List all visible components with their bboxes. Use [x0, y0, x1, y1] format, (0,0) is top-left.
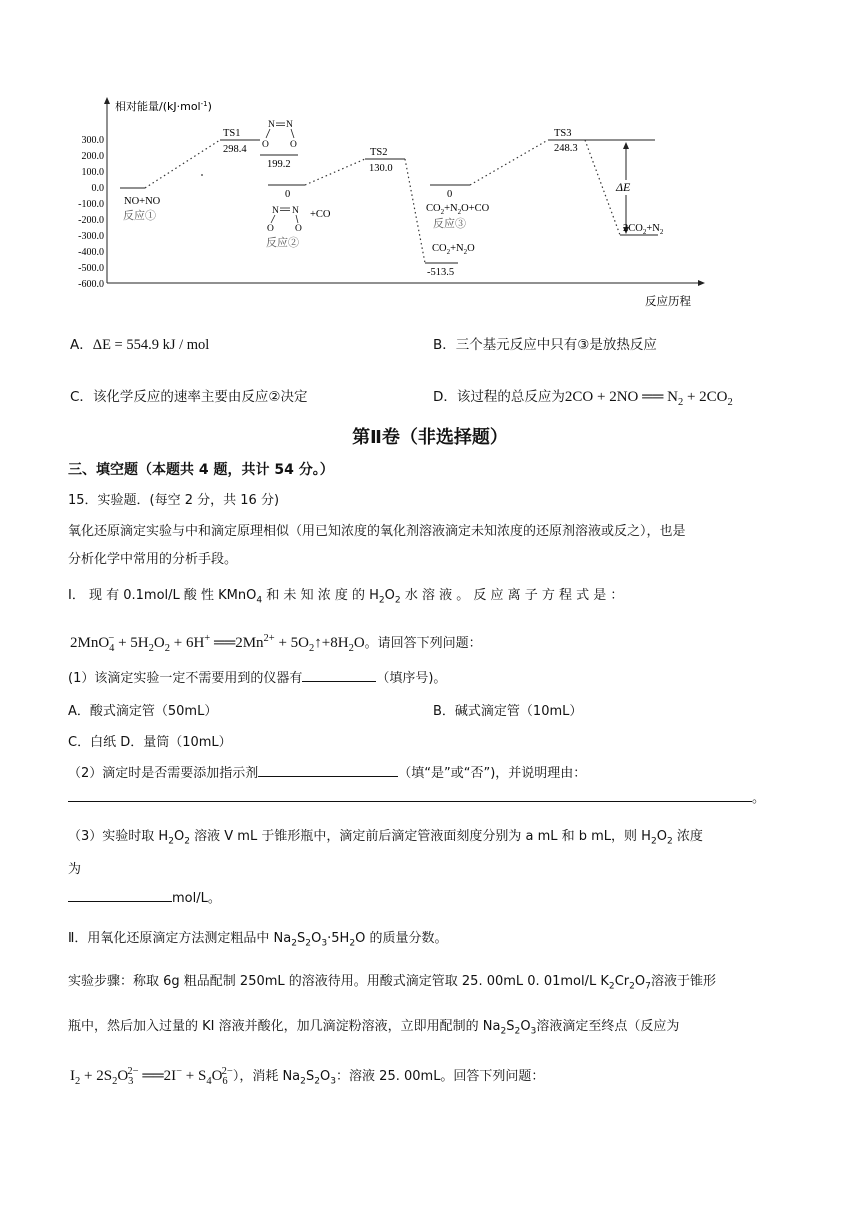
equation-2: $I_2 + 2S_2O_3^{2-}$ ══2I− + $S_4O_6^{2-}$），消耗 $Na_2S_2O_3$：溶液 25. 00mL。回答下列问题：: [70, 1066, 545, 1087]
energy-levels: [120, 140, 658, 263]
y-axis-arrow: [104, 97, 110, 104]
option-d[interactable]: [433, 385, 733, 408]
y-tick: 0.0: [91, 183, 104, 194]
option-a-text: ΔE = 554.9 kJ / mol: [92, 337, 210, 353]
option-a[interactable]: [70, 333, 209, 354]
x-axis-arrow: [698, 280, 705, 286]
low-value: -513.5: [427, 267, 455, 278]
reaction-2-label: 反应②: [266, 237, 299, 249]
reaction-1-label: 反应①: [123, 210, 156, 222]
path-segment: [405, 159, 425, 263]
question-1-option-a: A．酸式滴定管（50mL）: [68, 704, 218, 719]
x-axis-label: 反应历程: [645, 294, 691, 308]
ts2-value: 130.0: [369, 163, 393, 174]
y-tick: -300.0: [78, 231, 104, 242]
delta-e-arrowhead-up: [623, 142, 629, 149]
ring-o-left: O: [262, 140, 269, 150]
stray-dot: [201, 174, 203, 176]
option-b-text: 三个基元反应中只有③是放热反应: [455, 337, 657, 353]
energy-profile-figure: [60, 95, 740, 315]
q15-header: 15．实验题．(每空 2 分，共 16 分): [68, 493, 280, 508]
int1-value: 199.2: [267, 159, 291, 170]
y-tick-labels: [78, 135, 104, 290]
final-species-label: $2CO_2+N_2$: [623, 223, 664, 236]
y-tick: -100.0: [78, 199, 104, 210]
ring-n-left: N: [272, 206, 279, 216]
part1-statement: Ⅰ． 现 有 0.1mol/L 酸 性 KMnO$_4$ 和 未 知 浓 度 的 $H_2O_2$ 水 溶 液 。 反 应 离 子 方 程 式 是 ：: [68, 588, 624, 606]
step3-species-label: $CO_2+N_2O+CO$: [426, 203, 490, 216]
y-tick: -600.0: [78, 279, 104, 290]
int0-value: 0: [285, 189, 291, 200]
ring-o-left: O: [267, 224, 274, 234]
option-c-label: C．: [70, 389, 93, 405]
ts1-label: TS1: [223, 128, 241, 139]
option-c-text: 该化学反应的速率主要由反应②决定: [92, 389, 308, 405]
question-2: （2）滴定时是否需要添加指示剂 （填“是”或“否”)，并说明理由：: [68, 766, 587, 781]
path-segment: [145, 140, 220, 188]
question-1: (1）该滴定实验一定不需要用到的仪器有 （填序号)。: [68, 671, 447, 686]
q15-intro-line1: 氧化还原滴定实验与中和滴定原理相似（用已知浓度的氧化剂溶液滴定未知浓度的还原剂溶液或反之），也是: [68, 524, 686, 539]
path-segment: [585, 140, 620, 235]
ring-o-right: O: [295, 224, 302, 234]
plus-co-label: +CO: [310, 209, 331, 220]
procedure-line1: 实验步骤：称取 6g 粗品配制 250mL 的溶液待用。用酸式滴定管取 25. 00mL 0. 01mol/L $K_2Cr_2O_7$溶液于锥形: [68, 974, 716, 992]
option-c[interactable]: [70, 385, 308, 405]
option-d-label: D．: [433, 389, 457, 405]
option-d-text: 该过程的总反应为: [456, 389, 565, 405]
option-b[interactable]: [433, 333, 657, 353]
path-segment: [305, 159, 365, 185]
y-tick: -400.0: [78, 247, 104, 258]
ring-n-right: N: [286, 120, 293, 130]
delta-e-label: ΔE: [616, 180, 631, 194]
option-d-equation: 2CO + 2NO ══ $N_2 + 2CO_2$: [564, 389, 733, 408]
y-tick: 200.0: [81, 151, 104, 162]
y-tick: 300.0: [81, 135, 104, 146]
answer-blank-1[interactable]: [302, 681, 376, 682]
energy-diagram-svg: [60, 95, 740, 315]
ring-bond: [291, 129, 294, 138]
y-tick: 100.0: [81, 167, 104, 178]
option-a-label: A．: [70, 337, 93, 353]
equation-1: $2MnO_4^- + 5H_2O_2 + 6H^+$ $══2Mn^{2+}$ + $5O_2↑+8H_2O$。请回答下列问题：: [70, 633, 482, 654]
answer-blank-reason[interactable]: [68, 787, 752, 802]
ts1-value: 298.4: [223, 144, 247, 155]
y-tick: -200.0: [78, 215, 104, 226]
ring-bond: [271, 215, 275, 223]
question-3-answer: mol/L。: [68, 887, 221, 906]
ring-structure-int2: [267, 206, 302, 234]
answer-blank-3[interactable]: [68, 887, 172, 902]
low-species-label: $CO_2+N_2O$: [432, 243, 475, 256]
ts3-value: 248.3: [554, 143, 578, 154]
ring-n-left: N: [268, 120, 275, 130]
ts2-label: TS2: [370, 147, 388, 158]
y-axis-label: 相对能量/(kJ·mol$^{-1}$): [115, 100, 212, 113]
reaction-3-label: 反应③: [433, 218, 466, 230]
ring-bond: [266, 129, 270, 138]
zero3-value: 0: [447, 189, 453, 200]
option-b-label: B．: [433, 337, 456, 353]
question-1-option-cd: C．白纸 D．量筒（10mL）: [68, 735, 232, 750]
ts3-label: TS3: [554, 128, 572, 139]
ring-n-right: N: [292, 206, 299, 216]
y-tick: -500.0: [78, 263, 104, 274]
question-3-wei: 为: [68, 862, 82, 877]
ring-bond: [296, 215, 298, 223]
question-3: （3）实验时取 $H_2O_2$ 溶液 V mL 于锥形瓶中，滴定前后滴定管液面刻度分别为 a mL 和 b mL，则 $H_2O_2$ 浓度: [68, 829, 703, 847]
start-species-label: NO+NO: [124, 196, 161, 207]
diagram-labels: [124, 128, 664, 278]
question-1-option-b: B．碱式滴定管（10mL）: [433, 704, 583, 719]
answer-blank-2[interactable]: [258, 776, 398, 777]
ring-o-right: O: [290, 140, 297, 150]
section-heading: 三、填空题（本题共 4 题，共计 54 分。）: [68, 462, 334, 478]
path-segment: [470, 140, 548, 185]
section-title: 第Ⅱ卷（非选择题）: [352, 427, 508, 448]
energy-path: [145, 140, 620, 263]
procedure-line2: 瓶中，然后加入过量的 KI 溶液并酸化，加几滴淀粉溶液，立即用配制的 $Na_2S_2O_3$溶液滴定至终点（反应为: [68, 1019, 680, 1037]
q15-intro-line2: 分析化学中常用的分析手段。: [68, 552, 238, 567]
part2-statement: Ⅱ．用氧化还原滴定方法测定粗品中 $Na_2S_2O_3\cdot 5H_2O$ 的质量分数。: [68, 931, 448, 949]
question-2-reason-line: 。: [68, 787, 765, 806]
ring-structure-int1: [262, 120, 297, 150]
